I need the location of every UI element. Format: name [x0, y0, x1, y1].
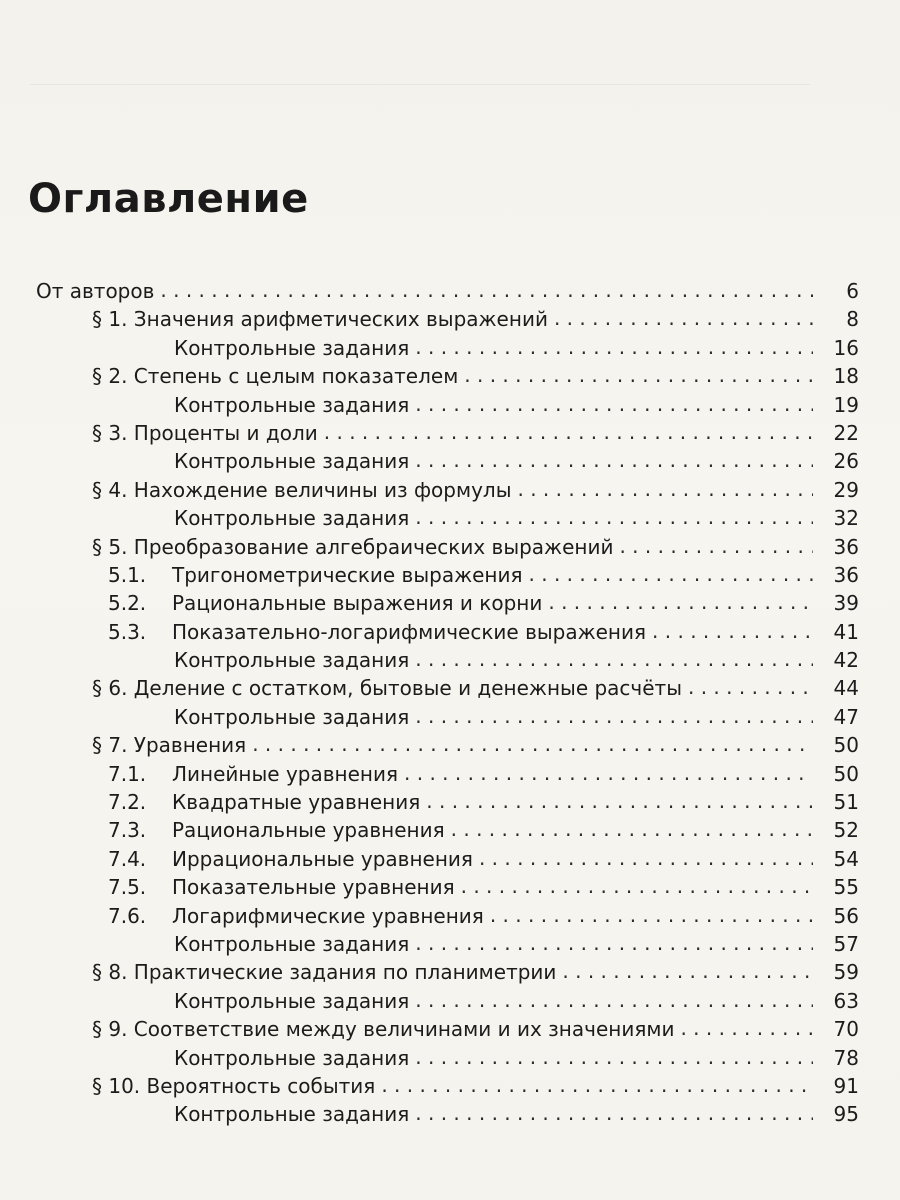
toc-entry[interactable] [0, 645, 859, 673]
dot-leader [619, 532, 813, 554]
toc-entry-page-number: 44 [833, 676, 859, 701]
toc-entry-page-number: 70 [833, 1017, 859, 1042]
dot-leader [517, 475, 813, 497]
toc-entry[interactable] [0, 1099, 859, 1127]
dot-leader [252, 730, 813, 752]
toc-entry-label: От авторов [36, 279, 155, 303]
dot-leader [554, 304, 813, 326]
toc-entry-page-number: 8 [846, 307, 859, 332]
toc-entry-page-number: 29 [833, 477, 859, 502]
dot-leader [652, 617, 813, 639]
toc-entry[interactable] [0, 475, 859, 503]
toc-entry[interactable] [0, 702, 859, 730]
dot-leader [562, 957, 813, 979]
toc-entry-label: Тригонометрические выражения [172, 562, 523, 587]
toc-entry-label: § 8. Практические задания по планиметрии [92, 960, 557, 985]
toc-entry-label: Рациональные уравнения [172, 818, 445, 843]
dot-leader [381, 1071, 813, 1093]
toc-entry-page-number: 22 [833, 420, 859, 445]
toc-entry-label: Контрольные задания [174, 1045, 410, 1070]
toc-entry-page-number: 39 [833, 591, 859, 616]
toc-entry-label: Контрольные задания [174, 392, 410, 417]
dot-leader [426, 787, 813, 809]
dot-leader [415, 986, 813, 1008]
dot-leader [415, 333, 813, 355]
toc-entry-label: Контрольные задания [174, 931, 410, 956]
dot-leader [324, 418, 813, 440]
toc-entry[interactable] [0, 361, 859, 389]
toc-entry-label: § 1. Значения арифметических выражений [92, 307, 548, 332]
toc-entry[interactable] [0, 957, 859, 985]
toc-entry-label: Контрольные задания [174, 335, 410, 360]
toc-entry-page-number: 41 [833, 619, 859, 644]
dot-leader [548, 588, 813, 610]
toc-entry[interactable] [0, 276, 859, 304]
toc-entry[interactable] [0, 418, 859, 446]
toc-entry[interactable] [0, 844, 859, 872]
dot-leader [415, 390, 813, 412]
toc-entry-page-number: 32 [833, 506, 859, 531]
toc-entry[interactable] [0, 929, 859, 957]
toc-entry[interactable] [0, 986, 859, 1014]
toc-entry-label: Показательные уравнения [172, 875, 455, 900]
toc-entry-number: 7.3. [108, 818, 147, 843]
toc-entry[interactable] [0, 588, 859, 616]
table-of-contents [0, 276, 900, 1128]
toc-entry[interactable] [0, 503, 859, 531]
toc-entry-label: § 6. Деление с остатком, бытовые и денежные расчёты [92, 676, 682, 701]
toc-entry-page-number: 56 [833, 903, 859, 928]
dot-leader [479, 844, 813, 866]
toc-entry-number: 7.4. [108, 846, 147, 871]
toc-entry[interactable] [0, 617, 859, 645]
toc-entry[interactable] [0, 1043, 859, 1071]
toc-entry-page-number: 19 [833, 392, 859, 417]
toc-entry-label: Линейные уравнения [172, 761, 399, 786]
dot-leader [415, 1099, 813, 1121]
toc-entry-page-number: 51 [833, 790, 859, 815]
toc-entry-label: § 10. Вероятность события [92, 1073, 376, 1098]
toc-entry-label: Контрольные задания [174, 1102, 410, 1127]
toc-entry[interactable] [0, 304, 859, 332]
toc-entry-number: 5.1. [108, 562, 147, 587]
toc-entry[interactable] [0, 759, 859, 787]
toc-entry-label: § 5. Преобразование алгебраических выражений [92, 534, 614, 559]
toc-entry-page-number: 50 [833, 733, 859, 758]
toc-entry-page-number: 54 [833, 846, 859, 871]
toc-entry-page-number: 36 [833, 562, 859, 587]
toc-entry-page-number: 59 [833, 960, 859, 985]
toc-entry-label: Показательно-логарифмические выражения [172, 619, 647, 644]
toc-entry[interactable] [0, 673, 859, 701]
toc-entry[interactable] [0, 872, 859, 900]
toc-entry-page-number: 50 [833, 761, 859, 786]
dot-leader [415, 1043, 813, 1065]
toc-entry-page-number: 55 [833, 875, 859, 900]
toc-entry-page-number: 52 [833, 818, 859, 843]
toc-entry[interactable] [0, 730, 859, 758]
toc-entry[interactable] [0, 1014, 859, 1042]
toc-entry-page-number: 36 [833, 534, 859, 559]
toc-entry-page-number: 47 [833, 704, 859, 729]
dot-leader [529, 560, 813, 582]
dot-leader [451, 815, 813, 837]
toc-entry[interactable] [0, 446, 859, 474]
toc-entry-label: Контрольные задания [174, 988, 410, 1013]
dot-leader [464, 361, 813, 383]
page-title: Оглавление [28, 176, 309, 222]
toc-entry-label: Логарифмические уравнения [172, 903, 484, 928]
toc-entry-page-number: 78 [833, 1045, 859, 1070]
dot-leader [415, 929, 813, 951]
toc-entry-label: Контрольные задания [174, 506, 410, 531]
toc-entry[interactable] [0, 815, 859, 843]
toc-entry-number: 5.3. [108, 619, 147, 644]
dot-leader [415, 446, 813, 468]
toc-entry-page-number: 63 [833, 988, 859, 1013]
toc-entry-number: 7.2. [108, 790, 147, 815]
toc-entry[interactable] [0, 1071, 859, 1099]
dot-leader [415, 702, 813, 724]
toc-entry[interactable] [0, 333, 859, 361]
dot-leader [461, 872, 813, 894]
toc-entry-label: Иррациональные уравнения [172, 846, 473, 871]
toc-entry-label: Контрольные задания [174, 648, 410, 673]
toc-entry-page-number: 6 [846, 279, 859, 303]
toc-entry[interactable] [0, 560, 859, 588]
toc-entry-number: 7.1. [108, 761, 147, 786]
dot-leader [680, 1014, 813, 1036]
dot-leader [490, 901, 813, 923]
toc-entry-label: § 4. Нахождение величины из формулы [92, 477, 512, 502]
dot-leader [415, 645, 813, 667]
toc-entry-page-number: 26 [833, 449, 859, 474]
dot-leader [688, 673, 813, 695]
toc-entry-page-number: 57 [833, 931, 859, 956]
toc-entry-label: Контрольные задания [174, 449, 410, 474]
toc-entry-page-number: 18 [833, 364, 859, 389]
toc-entry-number: 7.5. [108, 875, 147, 900]
toc-entry-label: Рациональные выражения и корни [172, 591, 543, 616]
toc-entry-label: Квадратные уравнения [172, 790, 421, 815]
toc-entry-label: Контрольные задания [174, 704, 410, 729]
dot-leader [160, 276, 813, 298]
toc-entry[interactable] [0, 787, 859, 815]
toc-entry-page-number: 16 [833, 335, 859, 360]
toc-entry-label: § 7. Уравнения [92, 733, 247, 758]
toc-entry-page-number: 95 [833, 1102, 859, 1127]
running-head-rule [30, 84, 810, 86]
toc-entry[interactable] [0, 532, 859, 560]
toc-entry-label: § 2. Степень с целым показателем [92, 364, 459, 389]
toc-entry-page-number: 91 [833, 1073, 859, 1098]
toc-entry-number: 5.2. [108, 591, 147, 616]
dot-leader [415, 503, 813, 525]
toc-entry[interactable] [0, 901, 859, 929]
toc-entry-page-number: 42 [833, 648, 859, 673]
toc-entry-number: 7.6. [108, 903, 147, 928]
toc-entry-label: § 3. Проценты и доли [92, 420, 318, 445]
toc-entry[interactable] [0, 390, 859, 418]
dot-leader [404, 759, 813, 781]
toc-entry-label: § 9. Соответствие между величинами и их значениями [92, 1017, 675, 1042]
